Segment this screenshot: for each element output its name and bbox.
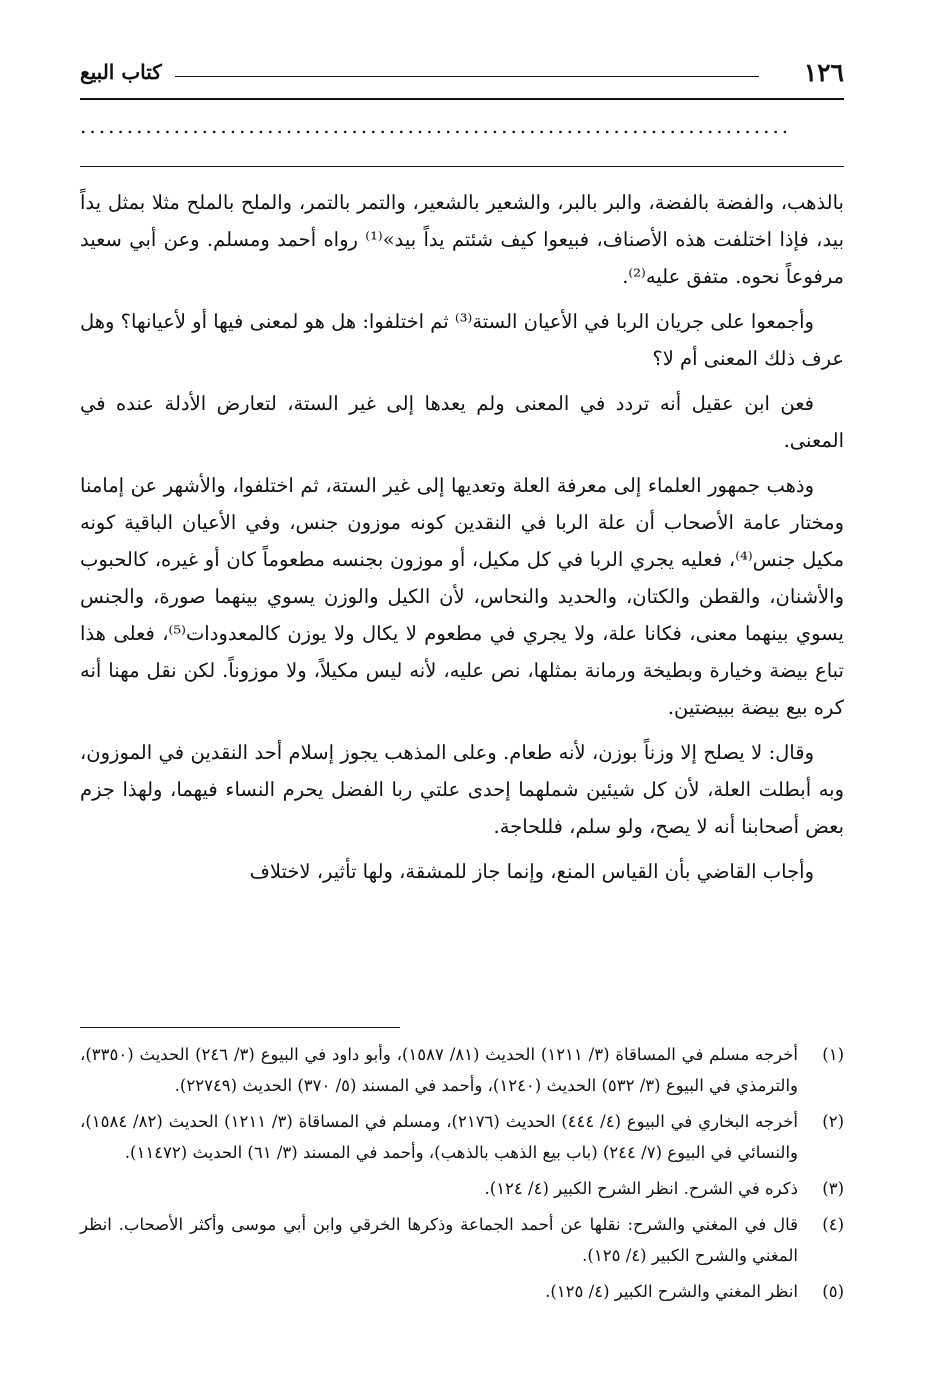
paragraph: فعن ابن عقيل أنه تردد في المعنى ولم يعدها إلى غير الستة، لتعارض الأدلة عنده في المعنى. — [80, 392, 844, 452]
footnote-number: (٣) — [822, 1179, 844, 1198]
footnote — [80, 1039, 844, 1101]
paragraph: وقال: لا يصلح إلا وزناً بوزن، لأنه طعام. وعلى المذهب يجوز إسلام أحد النقدين في الموزون، وبه أبطلت العلة، لأن كل شيئين شملهما إحدى علتي ربا الفضل يحرم النساء فيهما، ولهذا جزم بعض أصحابنا أنه لا يصح، ولو سلم، فللحاجة. — [80, 741, 844, 838]
section-separator — [80, 166, 844, 167]
book-title: كتاب البيع — [80, 60, 162, 84]
footnote — [80, 1106, 844, 1168]
running-header — [80, 52, 844, 100]
footnotes — [80, 1039, 844, 1312]
footnote-number: (٢) — [822, 1112, 844, 1131]
paragraph: وأجمعوا على جريان الربا في الأعيان الستة⁽³⁾ ثم اختلفوا: هل هو لمعنى فيها أو لأعيانها؟ وهل عرف ذلك المعنى أم لا؟ — [80, 310, 844, 370]
footnote-text: ذكره في الشرح. انظر الشرح الكبير (٤/ ١٢٤). — [484, 1179, 798, 1198]
page-number: ١٢٦ — [803, 58, 844, 87]
footnote — [80, 1209, 844, 1271]
paragraph: وذهب جمهور العلماء إلى معرفة العلة وتعديها إلى غير الستة، ثم اختلفوا، والأشهر عن إمامنا ومختار عامة الأصحاب أن علة الربا في النقدين كونه موزون جنس، وفي الأعيان الباقية كونه مكيل جنس⁽⁴⁾، فعليه يجري الربا في كل مكيل، أو موزون بجنسه مطعوماً كان أو غيره، كالحبوب والأشنان، والقطن والكتان، والحديد والنحاس، لأن الكيل والوزن يسوي بينهما صورة، والجنس يسوي بينهما معنى، فكانا علة، ولا يجري في مطعوم لا يكال ولا يوزن كالمعدودات⁽⁵⁾، فعلى هذا تباع بيضة وخيارة وبطيخة ورمانة بمثلها، نص عليه، لأنه ليس مكيلاً، ولا موزوناً. لكن نقل مهنا أنه كره بيع بيضة ببيضتين. — [80, 474, 845, 719]
elision-dots: ............................................................................ — [80, 114, 792, 138]
paragraph: وأجاب القاضي بأن القياس المنع، وإنما جاز للمشقة، ولها تأثير، لاختلاف — [249, 860, 814, 883]
page — [80, 52, 845, 1301]
footnote-text: أخرجه البخاري في البيوع (٤/ ٤٤٤) الحديث (٢١٧٦)، ومسلم في المساقاة (٣/ ١٢١١) الحديث (٨٢/ ١٥٨٤)، والنسائي في البيوع (٧/ ٢٤٤) (باب بيع الذهب بالذهب)، وأحمد في المسند (٣/ ٦١) الحديث (١١٤٧٢). — [80, 1112, 798, 1162]
footnote-text: انظر المغني والشرح الكبير (٤/ ١٢٥). — [545, 1282, 798, 1301]
footnote-number: (٥) — [822, 1282, 844, 1301]
footnote-rule — [80, 1027, 400, 1028]
footnote-number: (٤) — [822, 1215, 844, 1234]
footnote-text: قال في المغني والشرح: نقلها عن أحمد الجماعة وذكرها الخرقي وابن أبي موسى وأكثر الأصحاب. انظر المغني والشرح الكبير (٤/ ١٢٥). — [80, 1215, 798, 1265]
main-text — [80, 184, 844, 898]
footnote-text: أخرجه مسلم في المساقاة (٣/ ١٢١١) الحديث (٨١/ ١٥٨٧)، وأبو داود في البيوع (٣/ ٢٤٦) الحديث (٣٣٥٠)، والترمذي في البيوع (٣/ ٥٣٢) الحديث (١٢٤٠)، وأحمد في المسند (٥/ ٣٧٠) الحديث (٢٢٧٤٩). — [80, 1045, 798, 1095]
paragraph: بالذهب، والفضة بالفضة، والبر بالبر، والشعير بالشعير، والتمر بالتمر، والملح بالملح مثلا بمثل يداً بيد، فإذا اختلفت هذه الأصناف، فبيعوا كيف شئتم يداً بيد»⁽¹⁾ رواه أحمد ومسلم. وعن أبي سعيد مرفوعاً نحوه. متفق عليه⁽²⁾. — [80, 191, 844, 288]
footnote-number: (١) — [822, 1045, 844, 1064]
footnote — [80, 1276, 844, 1307]
header-rule — [175, 76, 759, 77]
footnote — [80, 1173, 844, 1204]
